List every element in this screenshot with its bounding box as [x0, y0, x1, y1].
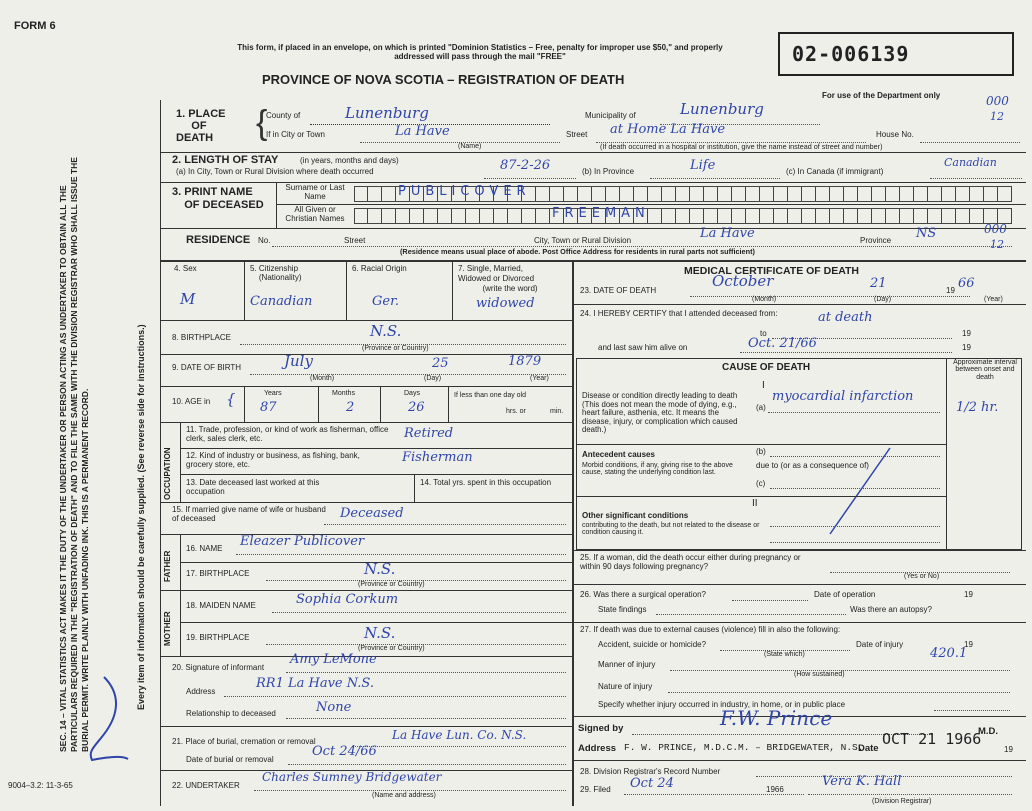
city-label: If in City or Town	[266, 130, 325, 139]
surgical-label: 26. Was there a surgical operation?	[580, 590, 706, 599]
racial-label: 6. Racial Origin	[352, 264, 407, 273]
father-sub: (Province or Country)	[358, 581, 425, 588]
antecedent-sub: Morbid conditions, if any, giving rise to the above cause, stating the underlying condition last.	[582, 462, 733, 477]
footer-code: 9004–3.2: 11-3-65	[8, 781, 73, 790]
accident-label: Accident, suicide or homicide?	[598, 640, 707, 649]
undertaker-value: Charles Sumney Bridgewater	[262, 770, 442, 784]
cause-strike	[810, 440, 910, 540]
top-notice: This form, if placed in an envelope, on which is printed "Dominion Statistics – Free, penalty for improper use $50," and properly addressed will pass through the mail "FREE"	[237, 43, 723, 61]
specify-label: Specify whether injury occurred in industry, in home, or in public place	[598, 700, 846, 709]
last-worked-label: 13. Date deceased last worked at this occupation	[186, 478, 320, 496]
last-saw-value: Oct. 21/66	[748, 336, 817, 351]
burial-place-label: 21. Place of burial, cremation or removal	[172, 737, 316, 746]
birthplace-sub: (Province or Country)	[362, 345, 429, 352]
sex-value: M	[180, 290, 196, 308]
city-name-label: (Name)	[458, 143, 482, 150]
autopsy-label: Was there an autopsy?	[850, 605, 932, 614]
racial-value: Ger.	[372, 294, 399, 309]
last-saw-label: and last saw him alive on	[598, 343, 688, 352]
hrs-label: hrs. or	[506, 408, 526, 415]
external-label: 27. If death was due to external causes (violence) fill in also the following:	[580, 625, 841, 634]
side-note-duty: SEC. 14 – VITAL STATISTICS ACT MAKES IT THE DUTY OF THE UNDERTAKER OR PERSON ACTING AS UNDERTAKER TO OBTAIN ALL THE PARTICULARS REQUIRED IN THE "REGISTRATION OF DEATH" AND TO FILE THE SAME WITH THE DIVISION REGISTRAR WHO SHALL ISSUE THE BURIAL PERMIT. WRITE PLAINLY WITH UNFADING INK. THIS IS A PERMANENT RECORD.	[58, 157, 90, 752]
stay-c-label: (c) In Canada (if immigrant)	[786, 167, 884, 176]
relationship-label: Relationship to deceased	[186, 709, 276, 718]
maiden-label: 18. MAIDEN NAME	[186, 601, 256, 610]
findings-label: State findings	[598, 605, 647, 614]
dob-day-label: (Day)	[424, 375, 442, 382]
street-label: Street	[566, 130, 588, 139]
date-op-year: 19	[964, 590, 973, 599]
dob-month-label: (Month)	[310, 375, 335, 382]
date-label: Date	[858, 743, 879, 754]
age-days-label: Days	[404, 390, 420, 397]
burial-date-label: Date of burial or removal	[186, 755, 274, 764]
antecedent-label: Antecedent causes	[582, 450, 655, 459]
part-two-label: II	[752, 498, 758, 509]
spouse-value: Deceased	[340, 506, 404, 521]
certify-label: 24. I HEREBY CERTIFY that I attended deceased from:	[580, 309, 778, 318]
date-suffix: 19	[1004, 745, 1013, 754]
father-side: FATHER	[163, 550, 172, 582]
undertaker-sub: (Name and address)	[372, 792, 436, 799]
state-which: (State which)	[764, 651, 805, 658]
signed-label: Signed by	[578, 723, 624, 734]
county-label: County of	[266, 111, 301, 120]
due-label-b: due to (or as a consequence of)	[756, 461, 869, 470]
registrar-sub: (Division Registrar)	[872, 798, 932, 805]
filed-year: 1966	[766, 785, 784, 794]
dod-label: 23. DATE OF DEATH	[580, 286, 657, 295]
citizenship-label: 5. Citizenship (Nationality)	[250, 264, 302, 282]
age-months: 2	[346, 400, 355, 415]
registrar-signature: Vera K. Hall	[822, 774, 902, 789]
stay-c-value: Canadian	[944, 156, 997, 169]
disease-label: Disease or condition directly leading to death (This does not mean the mode of dying, e.g., heart failure, asthenia, etc. It means the disease, injury, or complication which caused death.)	[582, 391, 738, 435]
county-value: Lunenburg	[345, 104, 429, 122]
industry-label: 12. Kind of industry or business, as fishing, bank, grocery store, etc.	[186, 451, 360, 469]
date-injury-year: 19	[964, 640, 973, 649]
age-months-label: Months	[332, 390, 355, 397]
mother-birthplace: N.S.	[364, 624, 396, 642]
birthplace-label: 8. BIRTHPLACE	[172, 333, 231, 342]
age-years-label: Years	[264, 390, 282, 397]
marital-value: widowed	[476, 296, 535, 311]
mother-sub: (Province or Country)	[358, 645, 425, 652]
dept-use-label: For use of the Department only	[822, 91, 941, 100]
dod-month-label: (Month)	[752, 296, 777, 303]
marital-label: 7. Single, Married, Widowed or Divorced (write the word)	[458, 264, 538, 293]
last-saw-year: 19	[962, 343, 971, 352]
dod-month: October	[712, 272, 774, 290]
citizenship-value: Canadian	[250, 294, 313, 309]
surname-value: PUBLICOVER	[398, 184, 531, 199]
father-birthplace-label: 17. BIRTHPLACE	[186, 569, 250, 578]
date-injury-label: Date of injury	[856, 640, 904, 649]
birthplace-value: N.S.	[370, 322, 402, 340]
years-spent-label: 14. Total yrs. spent in this occupation	[420, 478, 552, 487]
age-bracket: {	[226, 390, 236, 408]
side-note-info: Every item of information should be carefully supplied. (See reverse side for instructions.)	[136, 324, 146, 710]
maiden-value: Sophia Corkum	[296, 592, 399, 607]
dob-day: 25	[432, 356, 449, 371]
municipality-value: Lunenburg	[680, 100, 764, 118]
trade-label: 11. Trade, profession, or kind of work as fisherman, office clerk, sales clerk, etc.	[186, 425, 389, 443]
dod-year-label: (Year)	[984, 296, 1003, 303]
father-birthplace: N.S.	[364, 560, 396, 578]
residence-code-b: 12	[990, 238, 1004, 251]
spouse-label: 15. If married give name of wife or husband of deceased	[172, 505, 326, 523]
dob-month: July	[284, 352, 313, 370]
stay-b-label: (b) In Province	[582, 167, 635, 176]
other-sub: contributing to the death, but not related to the disease or condition causing it.	[582, 522, 760, 537]
physician-signature: F.W. Prince	[720, 706, 833, 730]
dob-year-label: (Year)	[530, 375, 549, 382]
residence-city-label: City, Town or Rural Division	[534, 236, 632, 245]
mother-birthplace-label: 19. BIRTHPLACE	[186, 633, 250, 642]
medical-header: MEDICAL CERTIFICATE OF DEATH	[684, 265, 859, 277]
physician-address: F. W. PRINCE, M.D.C.M. – BRIDGEWATER, N.S.	[624, 742, 864, 753]
filed-label: 29. Filed	[580, 785, 611, 794]
father-name: Eleazer Publicover	[240, 534, 365, 549]
trade-value: Retired	[404, 426, 454, 441]
residence-note: (Residence means usual place of abode. Post Office Address for residents in rural parts not sufficient)	[400, 247, 755, 256]
informant-sig: Amy LeMone	[290, 652, 377, 667]
dod-day-label: (Day)	[874, 296, 892, 303]
father-name-label: 16. NAME	[186, 544, 223, 553]
residence-street-label: Street	[344, 236, 366, 245]
residence-label: RESIDENCE	[186, 234, 251, 246]
age-days: 26	[408, 400, 425, 415]
reg-number-box	[778, 32, 1014, 76]
interval-header: Approximate interval between onset and death	[953, 359, 1017, 381]
dod-year-prefix: 19	[946, 286, 955, 295]
stay-b-value: Life	[690, 158, 716, 173]
street-value: at Home La Have	[610, 122, 726, 137]
occupation-side: OCCUPATION	[163, 447, 172, 500]
residence-code: 000	[984, 222, 1007, 236]
dod-year: 66	[958, 276, 975, 291]
informant-label: 20. Signature of informant	[172, 663, 265, 672]
cause-b-label: (b)	[756, 447, 766, 456]
cause-a-label: (a)	[756, 403, 766, 412]
date-op-label: Date of operation	[814, 590, 876, 599]
place-brace: {	[256, 104, 268, 142]
less-day-label: If less than one day old	[454, 392, 526, 399]
given-label: All Given or Christian Names	[285, 205, 345, 223]
how-label: (How sustained)	[794, 671, 845, 678]
dept-code-b: 12	[990, 110, 1004, 123]
mother-side: MOTHER	[163, 611, 172, 646]
certify-year: 19	[962, 329, 971, 338]
manner-label: Manner of injury	[598, 660, 656, 669]
place-label: 1. PLACE OF DEATH	[176, 108, 226, 144]
dept-code: 000	[986, 94, 1009, 108]
dod-day: 21	[870, 276, 887, 291]
city-value: La Have	[395, 124, 450, 139]
cause-a-value: myocardial infarction	[772, 389, 914, 404]
residence-province-label: Province	[860, 236, 892, 245]
print-name-label: 3. PRINT NAME OF DECEASED	[172, 186, 264, 211]
stay-a-value: 87-2-26	[500, 158, 551, 173]
residence-city-value: La Have	[700, 226, 755, 241]
given-boxes	[354, 208, 1012, 224]
nature-label: Nature of injury	[598, 682, 653, 691]
injury-code: 420.1	[930, 646, 968, 661]
form-label: FORM 6	[14, 20, 56, 32]
sex-label: 4. Sex	[174, 264, 197, 273]
physician-address-label: Address	[578, 743, 617, 754]
dob-label: 9. DATE OF BIRTH	[172, 363, 242, 372]
interval-value: 1/2 hr.	[956, 400, 999, 415]
given-value: FREEMAN	[552, 206, 650, 221]
reg-number: 02-006139	[792, 42, 910, 66]
stay-label: 2. LENGTH OF STAY	[172, 154, 279, 166]
certify-value: at death	[818, 310, 873, 325]
house-no-label: House No.	[876, 130, 914, 139]
part-one-label: I	[762, 380, 765, 391]
certify-to: to	[760, 329, 767, 338]
date-stamp: OCT 21 1966	[882, 730, 982, 748]
record-label: 28. Division Registrar's Record Number	[580, 767, 721, 776]
industry-value: Fisherman	[402, 450, 473, 465]
cause-header: CAUSE OF DEATH	[722, 362, 811, 373]
age-label: 10. AGE in	[172, 397, 211, 406]
page-title: PROVINCE OF NOVA SCOTIA – REGISTRATION OF DEATH	[262, 72, 625, 87]
burial-place: La Have Lun. Co. N.S.	[392, 728, 527, 742]
md-label: M.D.	[978, 726, 999, 737]
stay-sub: (in years, months and days)	[300, 156, 399, 165]
surname-label: Surname or Last Name	[285, 183, 345, 201]
side-signature-mark	[82, 675, 132, 765]
min-label: min.	[550, 408, 564, 415]
age-years: 87	[260, 400, 277, 415]
undertaker-label: 22. UNDERTAKER	[172, 781, 240, 790]
municipality-label: Municipality of	[585, 111, 636, 120]
burial-date: Oct 24/66	[312, 744, 377, 759]
residence-no-label: No.	[258, 236, 271, 245]
informant-address: RR1 La Have N.S.	[256, 676, 375, 691]
stay-a-label: (a) In City, Town or Rural Division where death occurred	[176, 167, 374, 176]
hospital-note: (If death occurred in a hospital or institution, give the name instead of street and number)	[600, 142, 883, 151]
woman-label: 25. If a woman, did the death occur either during pregnancy or within 90 days following pregnancy?	[580, 553, 801, 571]
residence-province-value: NS	[916, 226, 937, 241]
relationship-value: None	[316, 700, 352, 715]
cause-c-label: (c)	[756, 479, 766, 488]
informant-address-label: Address	[186, 687, 216, 696]
filed-date: Oct 24	[630, 776, 674, 791]
dob-year: 1879	[508, 354, 542, 369]
yes-no-label: (Yes or No)	[904, 573, 940, 580]
other-label: Other significant conditions	[582, 511, 689, 520]
